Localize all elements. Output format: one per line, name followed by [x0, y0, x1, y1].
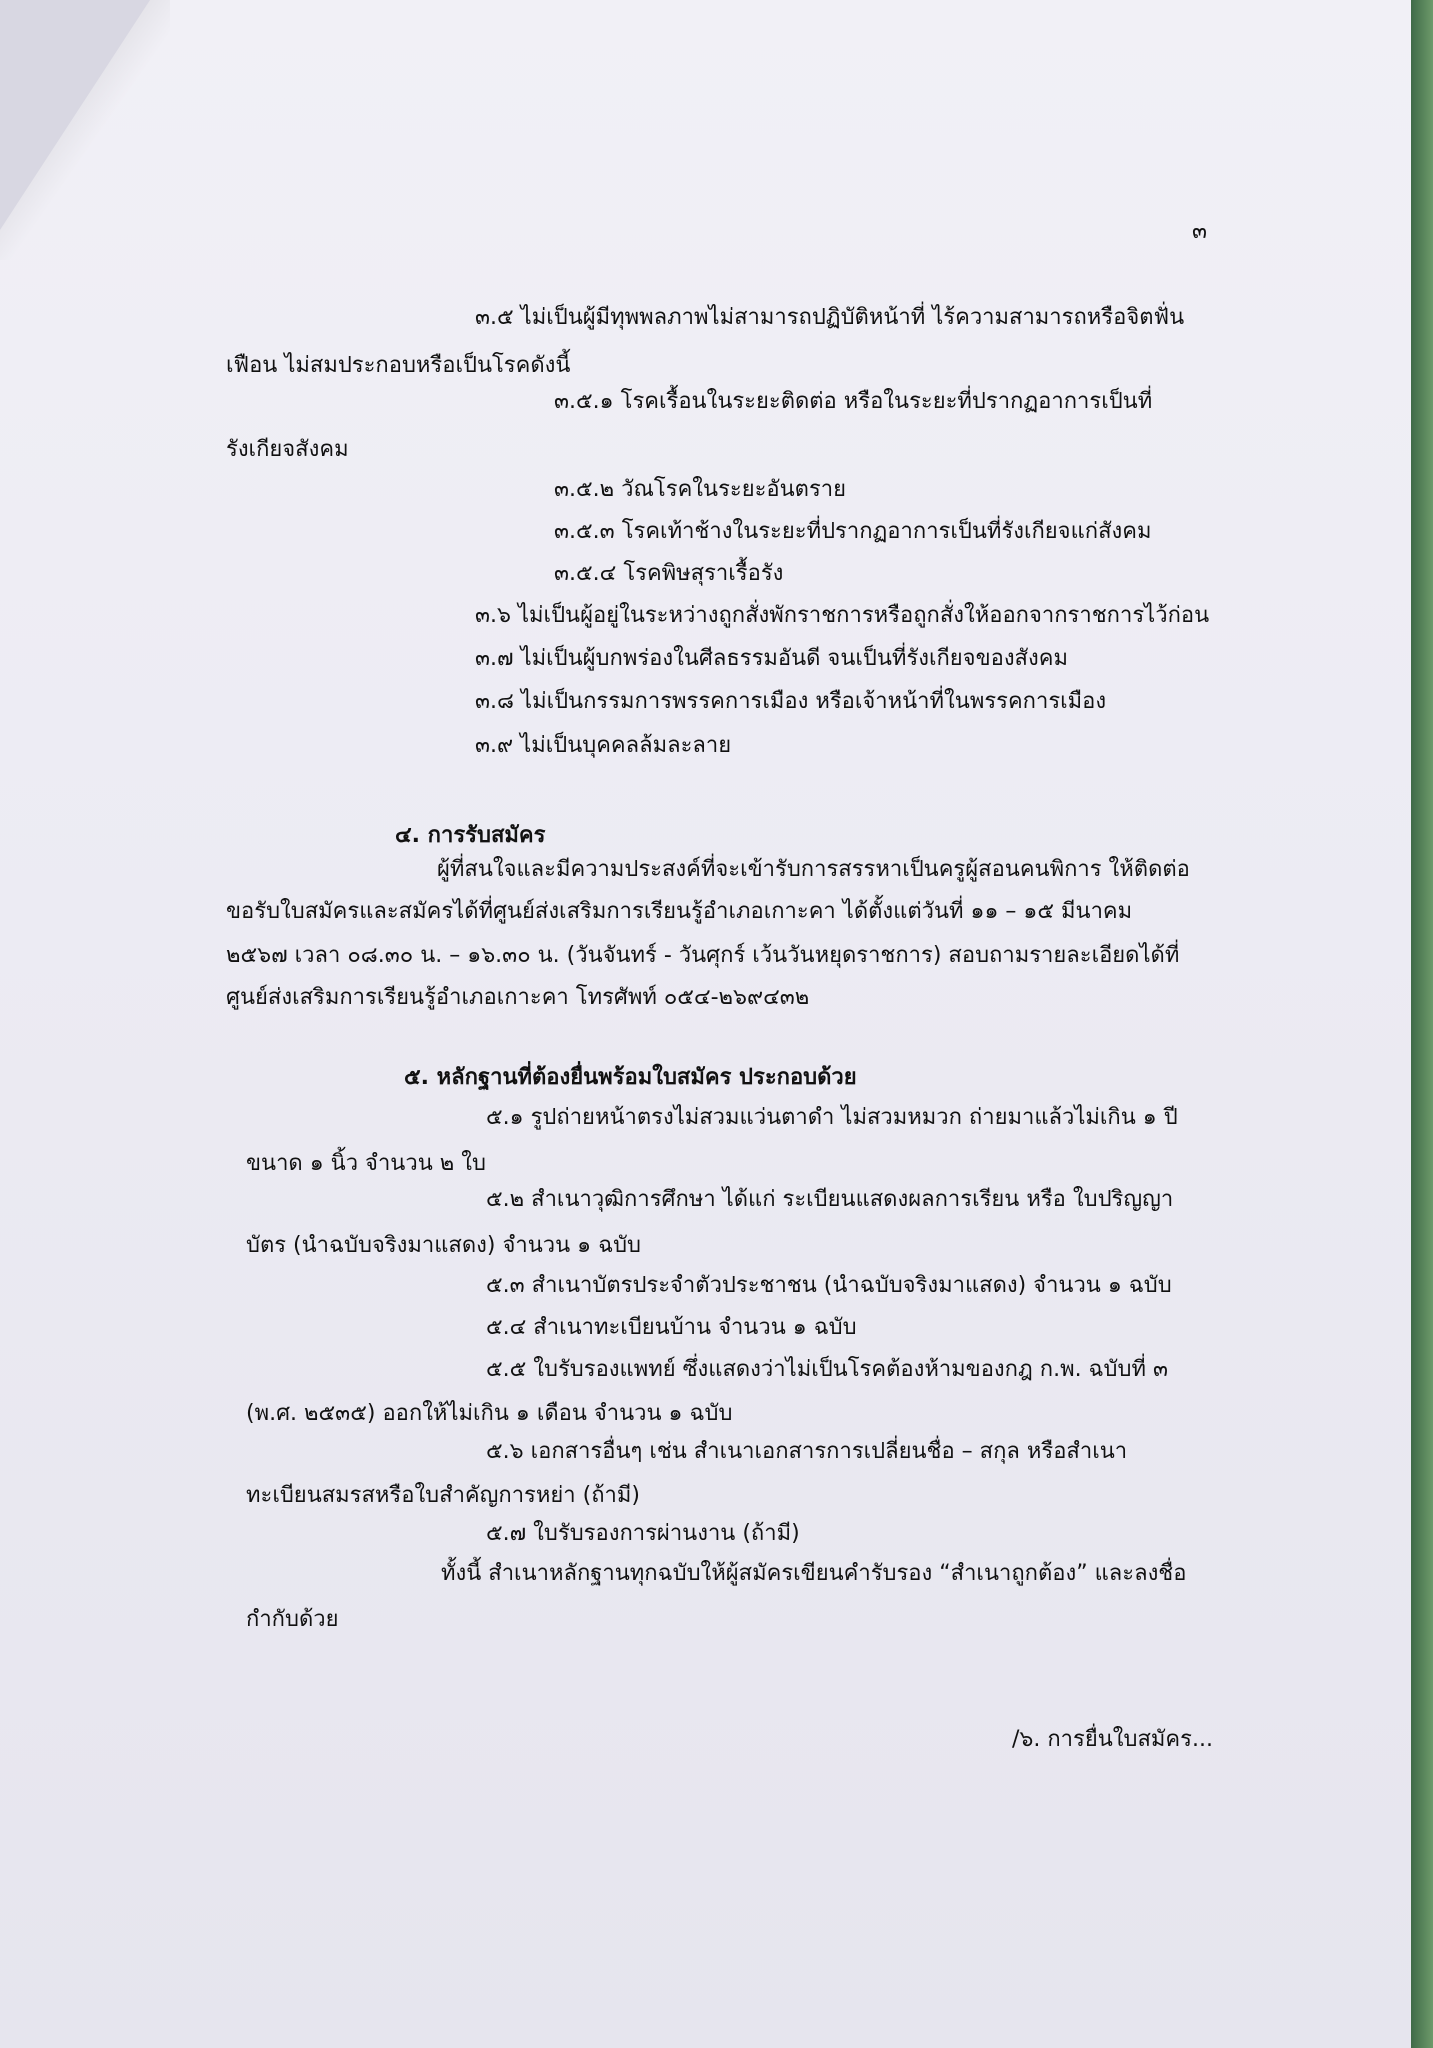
item-5-6-line2: ทะเบียนสมรสหรือใบสำคัญการหย่า (ถ้ามี) — [246, 1483, 640, 1508]
section-5-note-line1: ทั้งนี้ สำเนาหลักฐานทุกฉบับให้ผู้สมัครเขียนคำรับรอง “สำเนาถูกต้อง” และลงชื่อ — [441, 1561, 1187, 1586]
page-number: ๓ — [1192, 219, 1208, 244]
background-edge — [1411, 0, 1433, 2048]
section-4-para-line3: ๒๕๖๗ เวลา ๐๘.๓๐ น. – ๑๖.๓๐ น. (วันจันทร์ - วันศุกร์ เว้นวันหยุดราชการ) สอบถามรายละเอียดได้ที่ — [226, 943, 1180, 968]
item-3-8: ๓.๘ ไม่เป็นกรรมการพรรคการเมือง หรือเจ้าหน้าที่ในพรรคการเมือง — [475, 689, 1107, 714]
item-5-7: ๕.๗ ใบรับรองการผ่านงาน (ถ้ามี) — [486, 1521, 800, 1546]
item-3-5-line2: เฟือน ไม่สมประกอบหรือเป็นโรคดังนี้ — [226, 353, 571, 378]
section-5-note-line2: กำกับด้วย — [246, 1607, 339, 1632]
section-5-heading: ๕. หลักฐานที่ต้องยื่นพร้อมใบสมัคร ประกอบด้วย — [404, 1065, 857, 1090]
item-5-5-line1: ๕.๕ ใบรับรองแพทย์ ซึ่งแสดงว่าไม่เป็นโรคต้องห้ามของกฎ ก.พ. ฉบับที่ ๓ — [486, 1357, 1168, 1382]
item-5-2-line2: บัตร (นำฉบับจริงมาแสดง) จำนวน ๑ ฉบับ — [246, 1233, 642, 1258]
item-3-6: ๓.๖ ไม่เป็นผู้อยู่ในระหว่างถูกสั่งพักราชการหรือถูกสั่งให้ออกจากราชการไว้ก่อน — [475, 603, 1210, 628]
item-5-5-line2: (พ.ศ. ๒๕๓๕) ออกให้ไม่เกิน ๑ เดือน จำนวน ๑ ฉบับ — [246, 1401, 733, 1426]
item-3-9: ๓.๙ ไม่เป็นบุคคลล้มละลาย — [475, 733, 732, 758]
item-3-5-1-line1: ๓.๕.๑ โรคเรื้อนในระยะติดต่อ หรือในระยะที่ปรากฏอาการเป็นที่ — [554, 389, 1153, 414]
section-4-para-line1: ผู้ที่สนใจและมีความประสงค์ที่จะเข้ารับการสรรหาเป็นครูผู้สอนคนพิการ ให้ติดต่อ — [437, 857, 1190, 882]
section-4-heading: ๔. การรับสมัคร — [395, 823, 546, 848]
item-3-5-4: ๓.๕.๔ โรคพิษสุราเรื้อรัง — [554, 561, 784, 586]
item-5-2-line1: ๕.๒ สำเนาวุฒิการศึกษา ได้แก่ ระเบียนแสดงผลการเรียน หรือ ใบปริญญา — [486, 1187, 1174, 1212]
item-5-1-line2: ขนาด ๑ นิ้ว จำนวน ๒ ใบ — [246, 1151, 486, 1176]
item-3-5-2: ๓.๕.๒ วัณโรคในระยะอันตราย — [554, 477, 847, 502]
item-5-1-line1: ๕.๑ รูปถ่ายหน้าตรงไม่สวมแว่นตาดำ ไม่สวมหมวก ถ่ายมาแล้วไม่เกิน ๑ ปี — [486, 1105, 1178, 1130]
item-3-5-line1: ๓.๕ ไม่เป็นผู้มีทุพพลภาพไม่สามารถปฏิบัติหน้าที่ ไร้ความสามารถหรือจิตฟั่น — [475, 305, 1185, 330]
page-curl — [0, 0, 150, 230]
item-5-3: ๕.๓ สำเนาบัตรประจำตัวประชาชน (นำฉบับจริงมาแสดง) จำนวน ๑ ฉบับ — [486, 1273, 1172, 1298]
section-4-para-line2: ขอรับใบสมัครและสมัครได้ที่ศูนย์ส่งเสริมการเรียนรู้อำเภอเกาะคา ได้ตั้งแต่วันที่ ๑๑ – ๑๕ มีนาคม — [226, 899, 1133, 924]
continuation-note: /๖. การยื่นใบสมัคร... — [1012, 1727, 1213, 1752]
item-3-7: ๓.๗ ไม่เป็นผู้บกพร่องในศีลธรรมอันดี จนเป็นที่รังเกียจของสังคม — [475, 646, 1068, 671]
item-5-6-line1: ๕.๖ เอกสารอื่นๆ เช่น สำเนาเอกสารการเปลี่ยนชื่อ – สกุล หรือสำเนา — [486, 1439, 1128, 1464]
item-5-4: ๕.๔ สำเนาทะเบียนบ้าน จำนวน ๑ ฉบับ — [486, 1315, 857, 1340]
item-3-5-1-line2: รังเกียจสังคม — [226, 437, 349, 462]
item-3-5-3: ๓.๕.๓ โรคเท้าช้างในระยะที่ปรากฏอาการเป็นที่รังเกียจแก่สังคม — [554, 519, 1152, 544]
section-4-para-line4: ศูนย์ส่งเสริมการเรียนรู้อำเภอเกาะคา โทรศัพท์ ๐๕๔-๒๖๙๔๓๒ — [226, 985, 810, 1010]
